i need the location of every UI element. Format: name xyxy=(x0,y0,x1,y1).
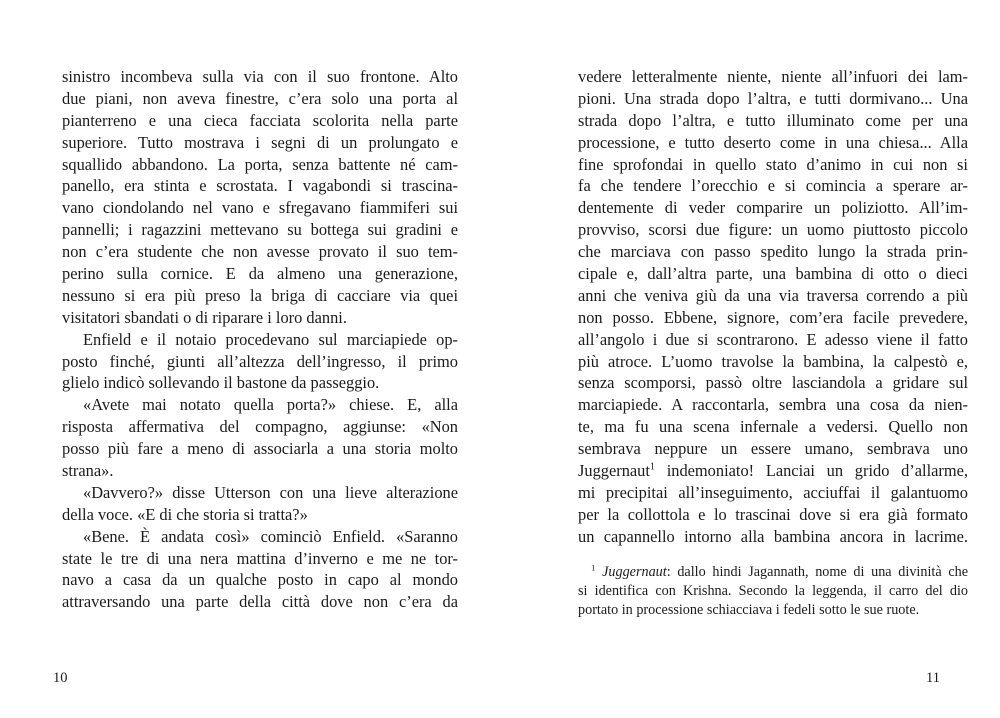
text-line: sembrava neppure un essere umano, sembrava uno xyxy=(578,439,968,459)
text-line: portato in processione schiacciava i fedeli sotto le sue ruote. xyxy=(578,602,920,618)
text-line: processione, e tutto deserto come in una chiesa... Alla xyxy=(578,132,968,152)
text-line: senza scomporsi, passò oltre lasciandola a gridare sul xyxy=(578,373,968,393)
text-line: cipale e, dall’altra parte, una bambina di otto o dieci xyxy=(578,264,968,284)
text-line: non posso. Ebbene, signore, com’era facile prevedere, xyxy=(578,307,968,327)
text-line: un capannello intorno alla bambina ancora in lacrime. xyxy=(578,526,968,546)
text-line xyxy=(578,563,968,582)
text-line: sinistro incombeva sulla via con il suo frontone. Alto xyxy=(62,67,458,86)
page-number-right: 11 xyxy=(926,670,940,686)
text-line: più atroce. L’uomo travolse la bambina, la calpestò e, xyxy=(578,351,968,371)
text-line: due piani, non aveva finestre, c’era solo una porta al xyxy=(62,88,458,108)
footnote-reference: 1 xyxy=(591,562,596,573)
text-line: state le tre di una nera mattina d’inverno e me ne tor- xyxy=(62,548,458,568)
text-line: «Avete mai notato quella porta?» chiese. E, alla xyxy=(83,395,458,415)
page-number-left: 10 xyxy=(53,670,68,686)
right-page-text xyxy=(578,66,968,548)
text-segment: Juggernaut xyxy=(578,461,650,481)
text-line: nessuno si era più preso la briga di cacciare via quei xyxy=(62,285,458,305)
left-page-text xyxy=(62,66,458,613)
footnote-reference: 1 xyxy=(649,461,655,473)
text-line: pioni. Una strada dopo l’altra, e tutti dormivano... Una xyxy=(578,88,968,108)
text-line: risposta affermativa del compagno, aggiunse: «Non xyxy=(62,417,458,437)
text-line: posso più fare a meno di associarla a una storia molto xyxy=(62,439,458,459)
text-line: dentemente di veder comparire un poliziotto. All’im- xyxy=(578,198,968,218)
text-segment: : dallo hindi Jagannath, nome di una divinità che xyxy=(666,564,969,580)
text-line: si identifica con Krishna. Secondo la leggenda, il carro del dio xyxy=(578,583,968,599)
text-line: vano ciondolando nel vano e sfregavano fiammiferi sui xyxy=(62,198,458,218)
text-line: visitatori sbandati o di riparare i loro danni. xyxy=(62,307,347,327)
text-line: anni che veniva giù da una via traversa correndo a più xyxy=(578,285,968,305)
text-line: pianterreno e una cieca facciata scolorita nella parte xyxy=(62,110,458,130)
text-line: glielo indicò sollevando il bastone da passeggio. xyxy=(62,373,380,393)
text-line: marciapiede. A raccontarla, sembra una cosa da nien- xyxy=(578,395,968,415)
text-line: posto finché, giunti all’altezza dell’ingresso, il primo xyxy=(62,351,458,371)
footnote xyxy=(578,563,968,620)
text-line: squallido abbandono. La porta, senza battente né cam- xyxy=(62,154,458,174)
text-line: non c’era studente che non avesse provato il suo tem- xyxy=(62,242,458,262)
text-segment: Juggernaut xyxy=(602,564,667,580)
text-segment: indemoniato! Lanciai un grido d’allarme, xyxy=(655,461,968,481)
text-line: «Bene. È andata così» cominciò Enfield. «Saranno xyxy=(83,526,458,546)
text-line: Enfield e il notaio procedevano sul marciapiede op- xyxy=(83,329,458,349)
text-line: provviso, scorsi due figure: un uomo piuttosto piccolo xyxy=(578,220,968,240)
text-line: strada dopo l’altra, e tutto illuminato come per una xyxy=(578,110,968,130)
text-line: vedere letteralmente niente, niente all’infuori dei lam- xyxy=(578,67,968,86)
text-line: fine sprofondai in quello stato d’animo in cui non si xyxy=(578,154,968,174)
text-line: attraversando una parte della città dove non c’era da xyxy=(62,592,458,612)
text-line: te, ma fu una scena infernale a vedersi. Quello non xyxy=(578,417,968,437)
text-line: fa che tendere l’orecchio e si comincia a sperare ar- xyxy=(578,176,968,196)
text-line: panello, era stinta e scrostata. I vagabondi si trascina- xyxy=(62,176,458,196)
text-line: «Davvero?» disse Utterson con una lieve alterazione xyxy=(83,482,458,502)
text-line: perino sulla cornice. E da almeno una generazione, xyxy=(62,264,458,284)
text-line: della voce. «E di che storia si tratta?» xyxy=(62,504,308,524)
text-line: navo a casa da un qualche posto in capo al mondo xyxy=(62,570,458,590)
text-line: superiore. Tutto mostrava i segni di un prolungato e xyxy=(62,132,458,152)
text-line: all’angolo i due si scontrarono. E adesso viene il fatto xyxy=(578,329,968,349)
text-line: pannelli; i ragazzini mettevano su bottega sui gradini e xyxy=(62,220,458,240)
text-line xyxy=(578,460,968,482)
text-line: che marciava con passo spedito lungo la strada prin- xyxy=(578,242,968,262)
text-line: mi precipitai all’inseguimento, acciuffai il galantuomo xyxy=(578,482,968,502)
text-line: strana». xyxy=(62,461,114,481)
text-line: per la collottola e lo trascinai dove si era già formato xyxy=(578,504,968,524)
